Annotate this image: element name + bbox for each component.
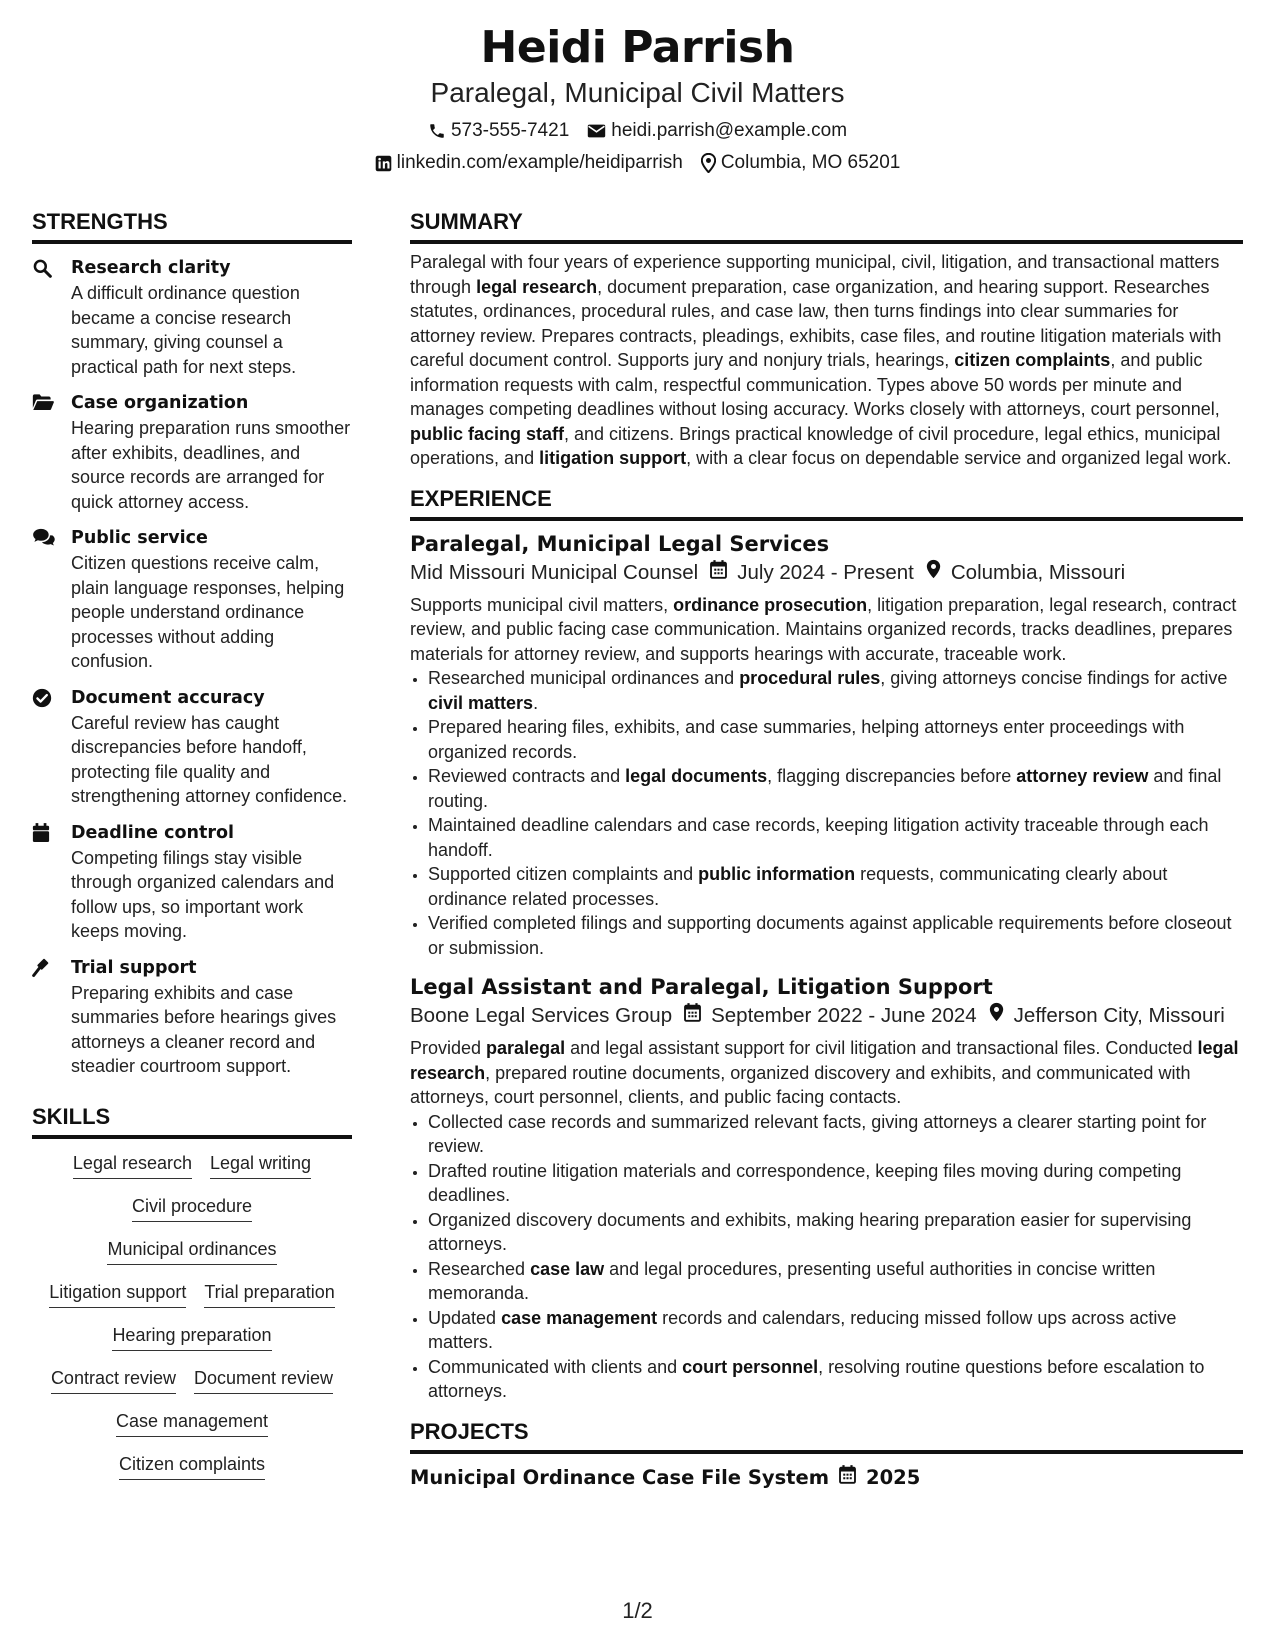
strength-desc: Hearing preparation runs smoother after exhibits, deadlines, and source records are arranged for quick attorney access. <box>71 418 351 512</box>
text-run: , litigation preparation, legal research, contract review, and public facing case communication. Maintains organized records, tracks deadlines, prepares materials for attorney review, and supports hearings with accurate, traceable work. <box>410 594 1237 664</box>
text-run: Supported citizen complaints and <box>428 864 699 884</box>
summary-text <box>410 250 1243 471</box>
bullet-item <box>428 666 1243 715</box>
text-run: and legal procedures, presenting useful authorities in concise written memoranda. <box>428 1258 1156 1303</box>
skill-tag: Case management <box>116 1409 268 1437</box>
location-text: Columbia, MO 65201 <box>720 152 901 173</box>
calendar-icon <box>839 1464 856 1492</box>
text-run: and final routing. <box>428 766 1222 811</box>
bullet-item <box>428 813 1243 862</box>
strength-desc: Citizen questions receive calm, plain language responses, helping people understand ordinance processes without adding confusion. <box>71 553 345 671</box>
text-run: records and calendars, reducing missed follow ups across active matters. <box>428 1307 1177 1352</box>
folder-open-icon <box>32 393 54 415</box>
email-contact[interactable] <box>587 118 847 144</box>
skill-tag: Municipal ordinances <box>107 1237 276 1265</box>
text-run: , prepared routine documents, organized discovery and exhibits, and communicated with attorneys, court personnel, clients, and public facing contacts. <box>410 1062 1191 1107</box>
job-location-text: Jefferson City, Missouri <box>1013 1004 1225 1027</box>
text-run: , giving attorneys concise findings for active <box>880 668 1228 688</box>
job-entry <box>410 972 1243 1404</box>
strength-item <box>32 256 352 379</box>
contact-row-1 <box>0 118 1275 144</box>
skill-tag: Contract review <box>51 1366 176 1394</box>
linkedin-contact[interactable] <box>375 150 683 176</box>
skill-tag: Legal writing <box>210 1151 311 1179</box>
skill-tag: Hearing preparation <box>112 1323 271 1351</box>
text-run: Prepared hearing files, exhibits, and case summaries, helping attorneys enter proceedings with organized records. <box>428 717 1185 762</box>
projects-heading: PROJECTS <box>410 1418 1243 1454</box>
magnifier-icon <box>32 258 54 280</box>
job-bullets <box>410 1110 1243 1404</box>
candidate-name: Heidi Parrish <box>480 22 795 73</box>
bullet-item <box>428 862 1243 911</box>
calendar-icon <box>684 1002 701 1030</box>
bullet-item <box>428 911 1243 960</box>
phone-icon <box>428 122 446 140</box>
bold-keyword: legal research <box>410 1038 1239 1083</box>
bold-keyword: procedural rules <box>739 668 881 688</box>
skill-row <box>32 1409 352 1437</box>
text-run: , resolving routine questions before escalation to attorneys. <box>428 1356 1205 1401</box>
job-dates <box>710 559 914 587</box>
skills-list <box>32 1151 352 1480</box>
text-run: Supports municipal civil matters, <box>410 594 674 615</box>
gavel-icon <box>32 958 54 980</box>
bold-keyword: paralegal <box>486 1038 566 1058</box>
map-pin-icon <box>926 559 941 587</box>
job-location <box>989 1002 1225 1030</box>
job-description <box>410 593 1243 667</box>
job-title: Legal Assistant and Paralegal, Litigation Support <box>410 975 993 999</box>
chat-bubbles-icon <box>32 528 54 550</box>
text-run: and legal assistant support for civil litigation and transactional files. Conducted <box>565 1038 1198 1058</box>
bullet-item <box>428 1306 1243 1355</box>
text-run: Communicated with clients and <box>428 1356 683 1377</box>
calendar-icon <box>32 823 54 845</box>
text-run: , flagging discrepancies before <box>767 766 1017 786</box>
bold-keyword: case law <box>530 1258 605 1279</box>
text-run: Drafted routine litigation materials and correspondence, keeping files moving during competing deadlines. <box>428 1160 1182 1205</box>
job-dates <box>684 1002 977 1030</box>
left-column <box>32 208 352 1495</box>
text-run: , with a clear focus on dependable service and organized legal work. <box>686 448 1232 468</box>
skill-row <box>32 1452 352 1480</box>
linkedin-text: linkedin.com/example/heidiparrish <box>396 152 683 173</box>
job-meta <box>410 559 1243 587</box>
bold-keyword: civil matters <box>428 692 534 713</box>
phone-contact[interactable] <box>428 118 569 144</box>
envelope-icon <box>587 123 606 139</box>
skill-tag: Litigation support <box>49 1280 186 1308</box>
linkedin-icon <box>375 155 392 172</box>
job-description <box>410 1036 1243 1110</box>
strength-desc: Careful review has caught discrepancies before handoff, protecting file quality and strengthening attorney confidence. <box>71 712 348 806</box>
job-location-text: Columbia, Missouri <box>950 560 1126 584</box>
text-run: Verified completed filings and supporting documents against applicable requirements before closeout or submission. <box>428 913 1232 958</box>
skill-row <box>32 1323 352 1351</box>
strength-title: Case organization <box>71 393 249 413</box>
strength-item <box>32 956 352 1079</box>
phone-text: 573-555-7421 <box>450 120 570 141</box>
text-run: , and public information requests with calm, respectful communication. Types above 50 words per minute and manages competing deadlines without losing accuracy. Works closely with attorneys, court personnel, <box>410 350 1220 419</box>
resume-header <box>0 20 1275 176</box>
text-run: Maintained deadline calendars and case records, keeping litigation activity traceable through each handoff. <box>428 815 1209 860</box>
map-pin-icon <box>701 153 716 173</box>
project-entry <box>410 1464 1243 1492</box>
bold-keyword: attorney review <box>1016 766 1149 786</box>
skill-row <box>32 1237 352 1265</box>
contact-row-2 <box>0 150 1275 176</box>
text-run: , and citizens. Brings practical knowledge of civil procedure, legal ethics, municipal operations, and <box>410 423 1221 468</box>
strength-desc: Preparing exhibits and case summaries before hearings gives attorneys a cleaner record and steadier courtroom support. <box>71 982 337 1076</box>
text-run: Paralegal with four years of experience supporting municipal, civil, litigation, and transactional matters through <box>410 252 1220 297</box>
skill-tag: Trial preparation <box>204 1280 334 1308</box>
skill-row <box>32 1194 352 1222</box>
experience-heading: EXPERIENCE <box>410 485 1243 521</box>
candidate-title: Paralegal, Municipal Civil Matters <box>430 77 845 108</box>
text-run: Provided <box>410 1038 487 1058</box>
text-run: requests, communicating clearly about ordinance related processes. <box>428 864 1168 909</box>
project-year: 2025 <box>866 1465 921 1489</box>
summary-heading: SUMMARY <box>410 208 1243 244</box>
strength-desc: A difficult ordinance question became a concise research summary, giving counsel a practical path for next steps. <box>71 283 300 377</box>
skill-tag: Citizen complaints <box>119 1452 265 1480</box>
calendar-icon <box>710 559 727 587</box>
bullet-item <box>428 1110 1243 1159</box>
skill-row <box>32 1366 352 1394</box>
skill-tag: Civil procedure <box>132 1194 252 1222</box>
job-title: Paralegal, Municipal Legal Services <box>410 531 830 556</box>
map-pin-icon <box>989 1002 1004 1030</box>
email-text: heidi.parrish@example.com <box>611 120 848 141</box>
text-run: Researched <box>428 1258 531 1279</box>
strength-title: Deadline control <box>71 822 235 843</box>
location-contact <box>701 150 901 176</box>
project-title: Municipal Ordinance Case File System <box>410 1465 830 1489</box>
skill-row <box>32 1280 352 1308</box>
strength-item <box>32 686 352 809</box>
bold-keyword: court personnel <box>682 1356 819 1377</box>
bullet-item <box>428 1257 1243 1306</box>
bullet-item <box>428 764 1243 813</box>
skill-tag: Document review <box>194 1366 333 1394</box>
job-company: Mid Missouri Municipal Counsel <box>410 560 699 584</box>
strength-title: Trial support <box>71 957 197 978</box>
skills-heading: SKILLS <box>32 1103 352 1139</box>
bullet-item <box>428 1355 1243 1404</box>
text-run: . <box>533 692 539 713</box>
skill-row <box>32 1151 352 1179</box>
strength-title: Public service <box>71 528 208 548</box>
strength-title: Research clarity <box>71 258 231 278</box>
text-run: Organized discovery documents and exhibits, making hearing preparation easier for supervising attorneys. <box>428 1209 1192 1254</box>
strength-item <box>32 821 352 944</box>
job-location <box>926 559 1125 587</box>
job-bullets <box>410 666 1243 960</box>
bold-keyword: public information <box>698 864 856 884</box>
bullet-item <box>428 1159 1243 1208</box>
bullet-item <box>428 715 1243 764</box>
strength-item <box>32 391 352 514</box>
job-dates-text: September 2022 - June 2024 <box>711 1004 977 1027</box>
bold-keyword: litigation support <box>539 448 687 468</box>
right-column <box>410 208 1243 1492</box>
strength-desc: Competing filings stay visible through organized calendars and follow ups, so important work keeps moving. <box>71 847 335 941</box>
strength-item <box>32 526 352 674</box>
job-dates-text: July 2024 - Present <box>737 560 914 584</box>
bold-keyword: citizen complaints <box>954 350 1111 370</box>
text-run: , document preparation, case organization, and hearing support. Researches statutes, ordinances, procedural rules, and case law, then turns findings into clear summaries for attorney review. Prepares contracts, pleadings, exhibits, case files, and routine litigation materials with careful document control. Supports jury and nonjury trials, hearings, <box>410 276 1222 370</box>
skill-tag: Legal research <box>73 1151 192 1179</box>
page-number: 1/2 <box>622 1598 653 1623</box>
bold-keyword: ordinance prosecution <box>673 594 868 615</box>
text-run: Updated <box>428 1307 502 1328</box>
text-run: Reviewed contracts and <box>428 766 626 786</box>
text-run: Researched municipal ordinances and <box>428 668 740 688</box>
job-entry <box>410 529 1243 961</box>
job-meta <box>410 1002 1243 1030</box>
bold-keyword: public facing staff <box>410 423 565 444</box>
check-circle-icon <box>32 688 54 710</box>
bullet-item <box>428 1208 1243 1257</box>
text-run: Collected case records and summarized relevant facts, giving attorneys a clearer starting point for review. <box>428 1111 1207 1156</box>
strength-title: Document accuracy <box>71 687 265 708</box>
bold-keyword: case management <box>501 1307 658 1328</box>
bold-keyword: legal documents <box>625 766 768 786</box>
bold-keyword: legal research <box>476 276 598 297</box>
job-company: Boone Legal Services Group <box>410 1004 673 1027</box>
strengths-heading: STRENGTHS <box>32 208 352 244</box>
